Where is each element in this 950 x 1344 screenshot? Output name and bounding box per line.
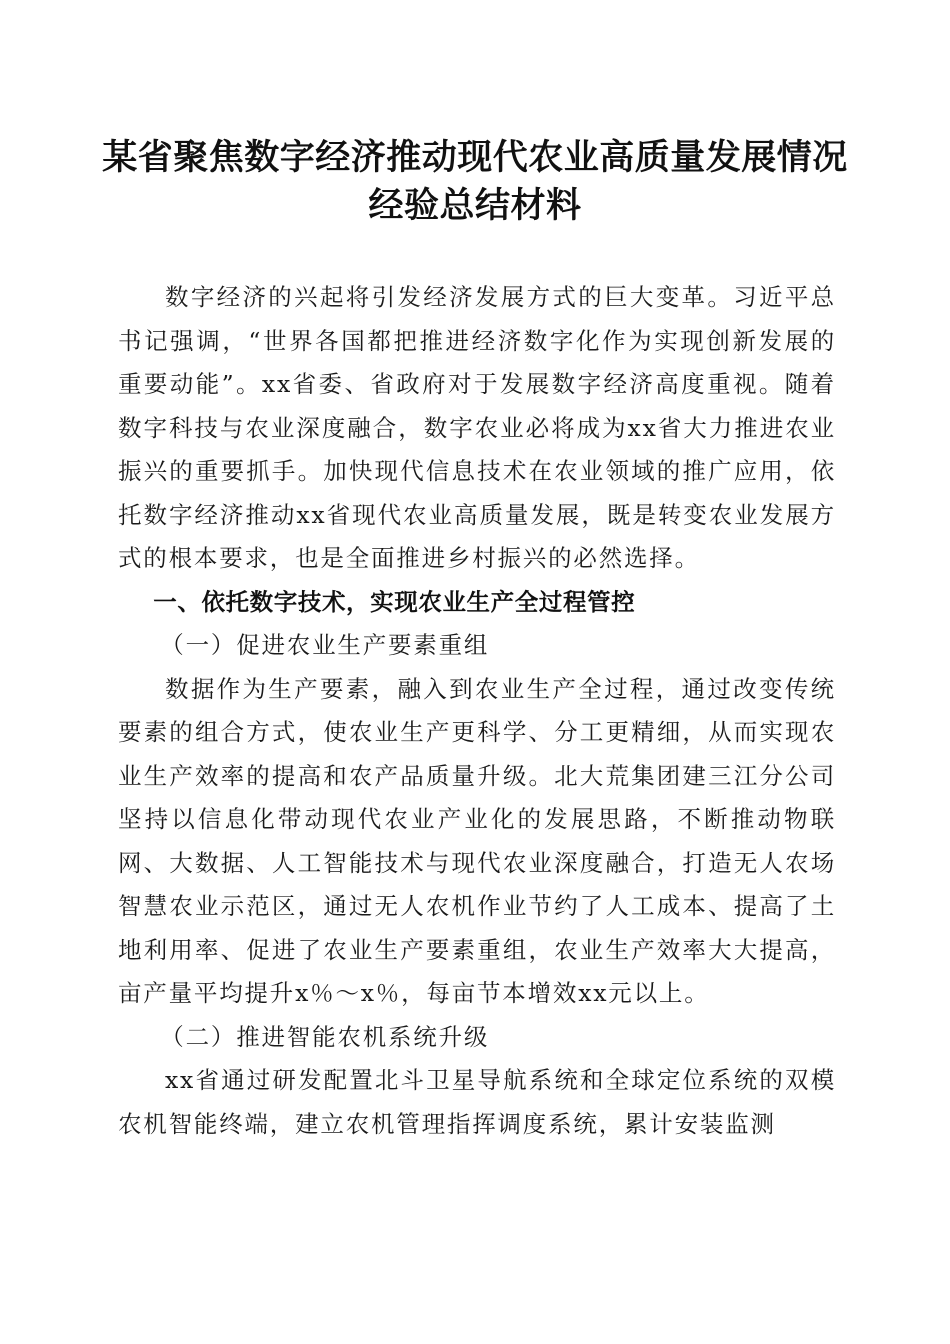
subsection-2-paragraph: xx省通过研发配置北斗卫星导航系统和全球定位系统的双模农机智能终端，建立农机管理指挥调度系统，累计安装监测 [118, 1066, 836, 1138]
subsection-heading-2: （二）推进智能农机系统升级 [160, 1022, 490, 1051]
section-heading-1: 一、依托数字技术，实现农业生产全过程管控 [153, 587, 636, 616]
document-body [118, 276, 836, 1146]
document-title: 某省聚焦数字经济推动现代农业高质量发展情况经验总结材料 [102, 137, 848, 226]
subsection-heading-1: （一）促进农业生产要素重组 [160, 631, 490, 659]
subsection-1-paragraph: 数据作为生产要素，融入到农业生产全过程，通过改变传统要素的组合方式，使农业生产更科学、分工更精细，从而实现农业生产效率的提高和农产品质量升级。北大荒集团建三江分公司坚持以信息化带动现代农业产业化的发展思路，不断推动物联网、大数据、人工智能技术与现代农业深度融合，打造无人农场智慧农业示范区，通过无人农机作业节约了人工成本、提高了土地利用率、促进了农业生产要素重组，农业生产效率大大提高，亩产量平均提升x％～x％，每亩节本增效xx元以上。 [118, 674, 836, 1007]
intro-paragraph: 数字经济的兴起将引发经济发展方式的巨大变革。习近平总书记强调，“世界各国都把推进经济数字化作为实现创新发展的重要动能”。xx省委、省政府对于发展数字经济高度重视。随着数字科技与农业深度融合，数字农业必将成为xx省大力推进农业振兴的重要抓手。加快现代信息技术在农业领域的推广应用，依托数字经济推动xx省现代农业高质量发展，既是转变农业发展方式的根本要求，也是全面推进乡村振兴的必然选择。 [118, 283, 836, 572]
